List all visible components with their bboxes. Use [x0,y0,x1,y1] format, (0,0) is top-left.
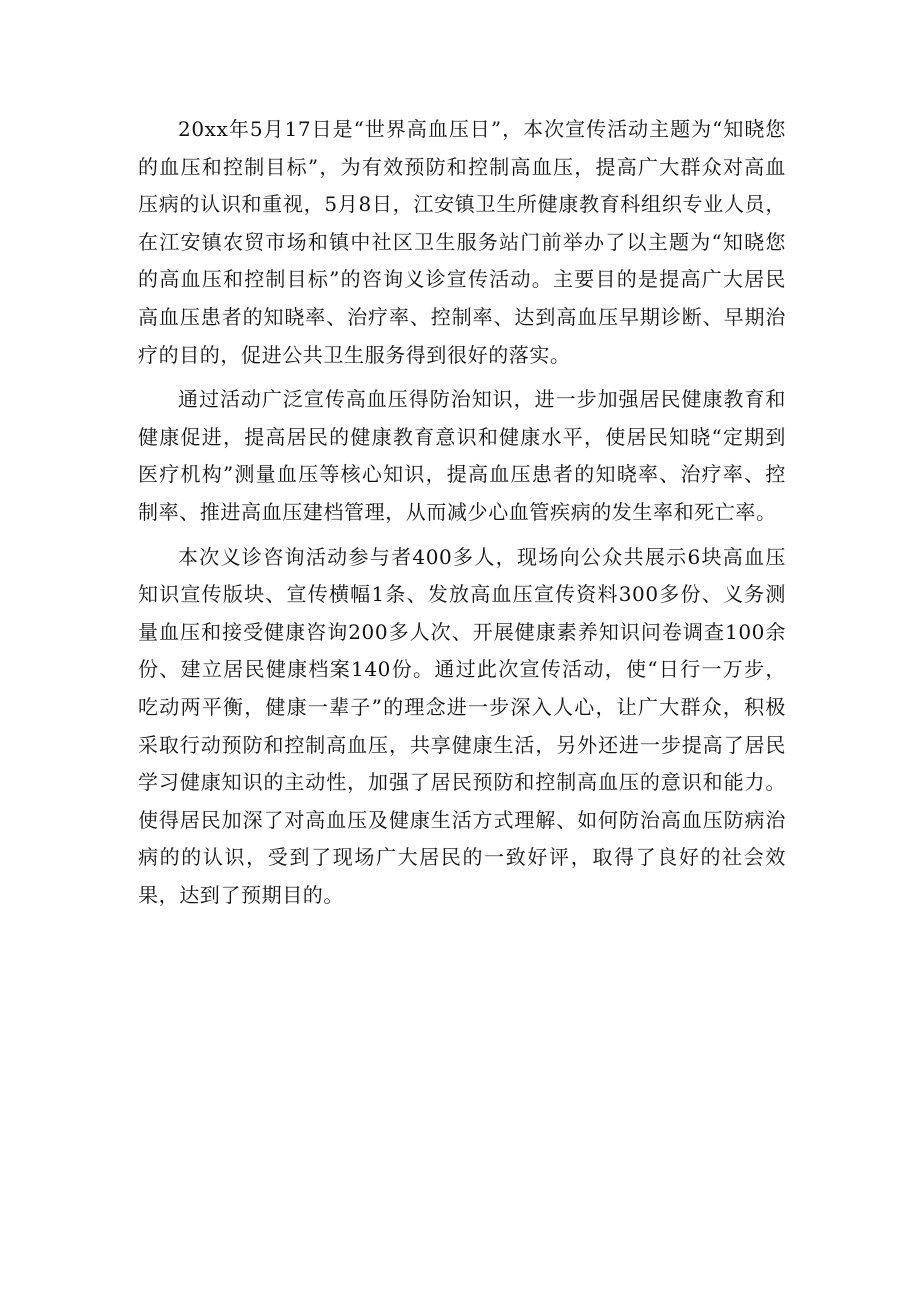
document-page [138,111,786,921]
paragraph-2: 通过活动广泛宣传高血压得防治知识，进一步加强居民健康教育和健康促进，提高居民的健康教育意识和健康水平，使居民知晓“定期到医疗机构”测量血压等核心知识，提高血压患者的知晓率、治疗率、控制率、推进高血压建档管理，从而减少心血管疾病的发生率和死亡率。 [138,387,786,524]
paragraph-3: 本次义诊咨询活动参与者400多人，现场向公众共展示6块高血压知识宣传版块、宣传横幅1条、发放高血压宣传资料300多份、义务测量血压和接受健康咨询200多人次、开展健康素养知识问卷调查100余份、建立居民健康档案140份。通过此次宣传活动，使“日行一万步，吃动两平衡，健康一辈子”的理念进一步深入人心，让广大群众，积极采取行动预防和控制高血压，共享健康生活，另外还进一步提高了居民学习健康知识的主动性，加强了居民预防和控制高血压的意识和能力。使得居民加深了对高血压及健康生活方式理解、如何防治高血压防病治病的的认识，受到了现场广大居民的一致好评，取得了良好的社会效果，达到了预期目的。 [138,544,786,907]
paragraph-1: 20xx年5月17日是“世界高血压日”，本次宣传活动主题为“知晓您的血压和控制目标”，为有效预防和控制高血压，提高广大群众对高血压病的认识和重视，5月8日，江安镇卫生所健康教育科组织专业人员，在江安镇农贸市场和镇中社区卫生服务站门前举办了以主题为“知晓您的高血压和控制目标”的咨询义诊宣传活动。主要目的是提高广大居民高血压患者的知晓率、治疗率、控制率、达到高血压早期诊断、早期治疗的目的，促进公共卫生服务得到很好的落实。 [138,117,786,367]
